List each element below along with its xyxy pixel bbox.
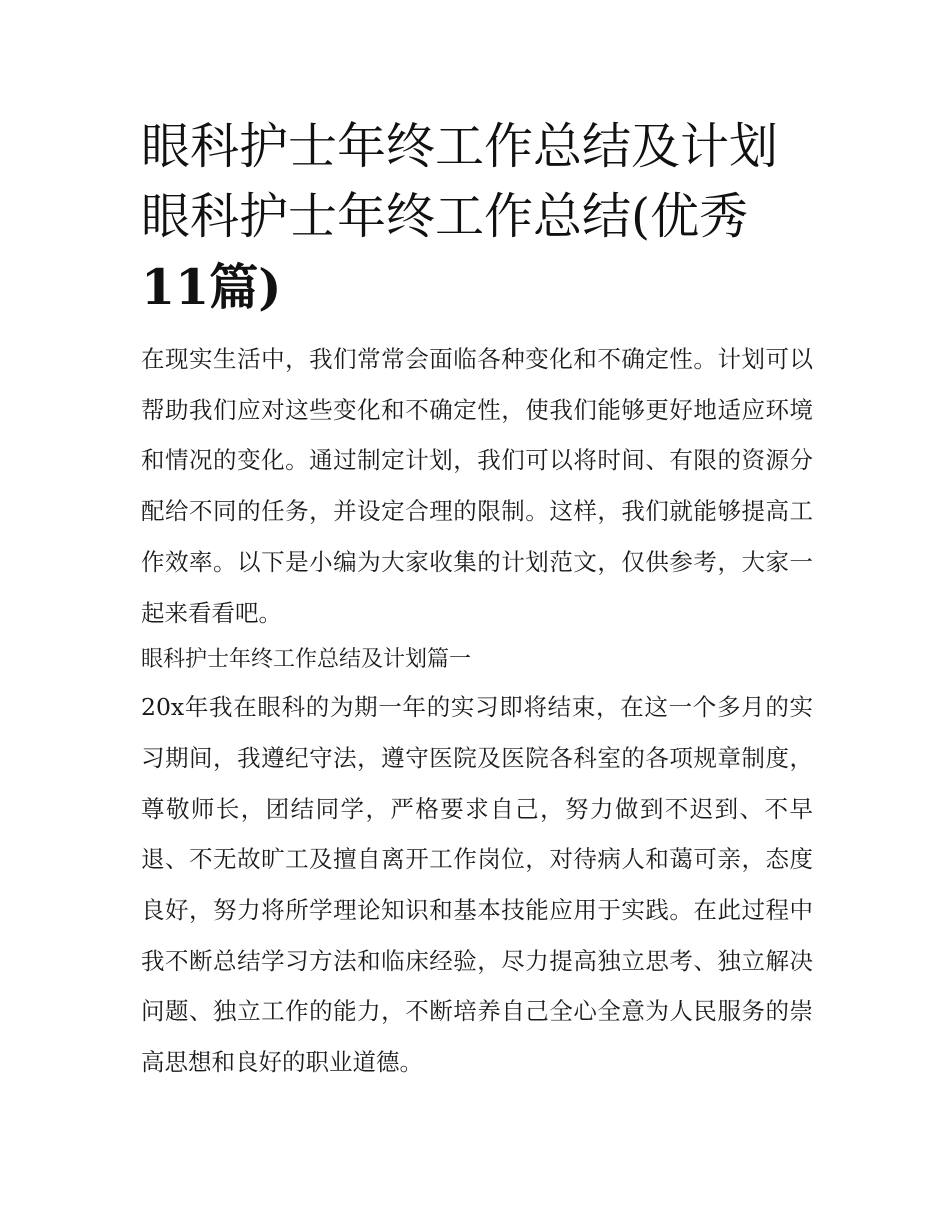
title-line-1: 眼科护士年终工作总结及计划 xyxy=(141,118,779,175)
intro-paragraph: 在现实生活中，我们常常会面临各种变化和不确定性。计划可以帮助我们应对这些变化和不确定性，使我们能够更好地适应环境和情况的变化。通过制定计划，我们可以将时间、有限的资源分配给不同的任务，并设定合理的限制。这样，我们就能够提高工作效率。以下是小编为大家收集的计划范文，仅供参考，大家一起来看看吧。 xyxy=(141,345,813,627)
section-paragraph: 20x年我在眼科的为期一年的实习即将结束，在这一个多月的实习期间，我遵纪守法，遵守医院及医院各科室的各项规章制度，尊敬师长，团结同学，严格要求自己，努力做到不迟到、不早退、不无故旷工及擅自离开工作岗位，对待病人和蔼可亲，态度良好，努力将所学理论知识和基本技能应用于实践。在此过程中我不断总结学习方法和临床经验，尽力提高独立思考、独立解决问题、独立工作的能力，不断培养自己全心全意为人民服务的崇高思想和良好的职业道德。 xyxy=(141,693,813,1077)
title-line-3: 11篇) xyxy=(141,258,282,316)
section-heading: 眼科护士年终工作总结及计划篇一 xyxy=(141,647,472,673)
document-body xyxy=(141,112,813,1088)
document-title xyxy=(141,112,813,322)
title-line-2: 眼科护士年终工作总结(优秀 xyxy=(141,188,749,245)
